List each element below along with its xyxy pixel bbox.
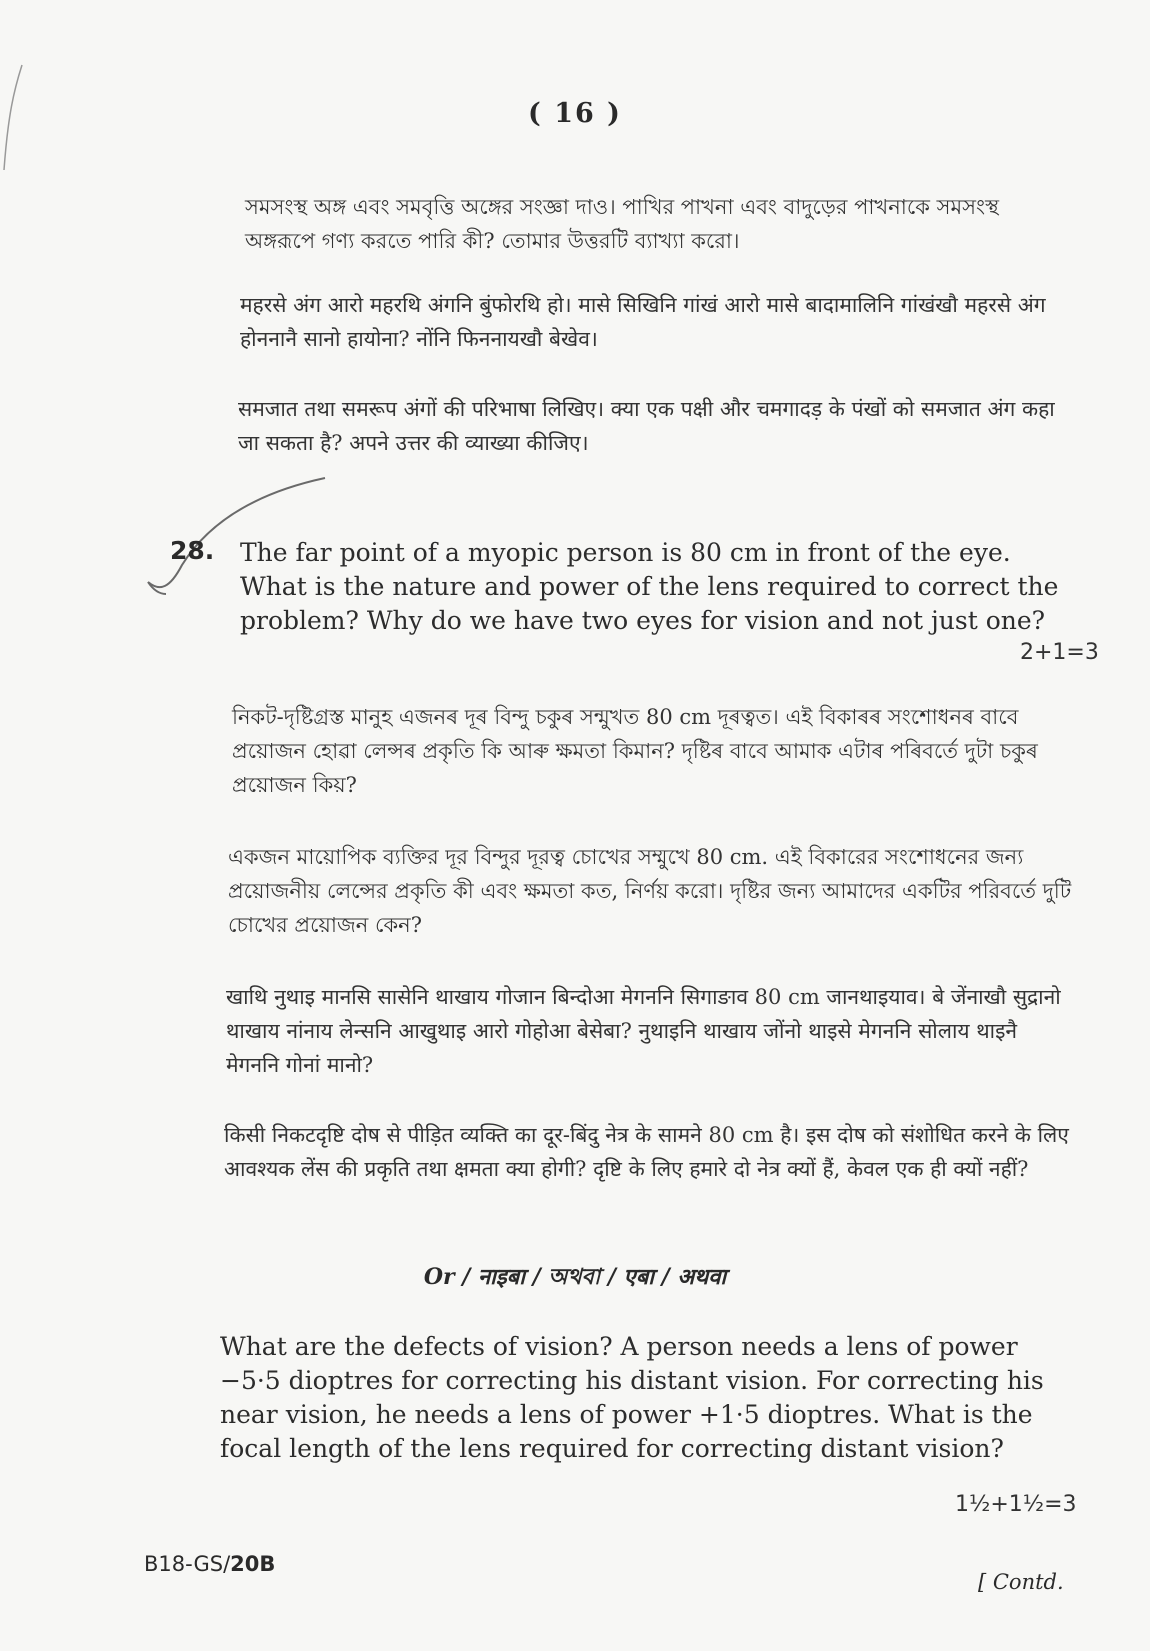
q27-bodo-text: महरसे अंग आरो महरथि अंगनि बुंफोरथि हो। मासे सिखिनि गांखं आरो मासे बादामालिनि गांखंखौ महरसे अंग होननानै सानो हायोना? नोंनि फिननायखौ बेखेव। [240,293,1046,351]
q28-bodo-text: खाथि नुथाइ मानसि सासेनि थाखाय गोजान बिन्दोआ मेगननि सिगाङाव 80 cm जानथाइयाव। बे जेंनाखौ सुद्रानो थाखाय नांनाय लेन्सनि आखुथाइ आरो गोहोआ बेसेबा? नुथाइनि थाखाय जोंनो थाइसे मेगननि सोलाय थाइनै मेगननि गोनां मानो? [226,985,1061,1077]
page-number: ( 16 ) [528,98,622,129]
q27-hindi-text: समजात तथा समरूप अंगों की परिभाषा लिखिए। क्या एक पक्षी और चमगादड़ के पंखों को समजात अंग कहा जा सकता है? अपने उत्तर की व्याख्या कीजिए। [238,397,1055,455]
paper-code [144,1552,275,1576]
q28-bengali-text: একজন মায়োপিক ব্যক্তির দূর বিন্দুর দূরত্ব চোখের সম্মুখে 80 cm. এই বিকারের সংশোধনের জন্য প্রয়োজনীয় লেন্সের প্রকৃতি কী এবং ক্ষমতা কত, নির্ণয় করো। দৃষ্টির জন্য আমাদের একটির পরিবর্তে দুটি চোখের প্রয়োজন কেন? [228,845,1072,937]
q28-english-text: The far point of a myopic person is 80 cm in front of the eye. What is the nature and power of the lens required to correct the problem? Why do we have two eyes for vision and not just one? [240,538,1059,635]
q27-assamese-bengali-text: সমসংস্থ অঙ্গ এবং সমবৃত্তি অঙ্গের সংজ্ঞা দাও। পাখির পাখনা এবং বাদুড়ের পাখনাকে সমসংস্থ অঙ্গরূপে গণ্য করতে পারি কী? তোমার উত্তরটি ব্যাখ্যা করো। [245,195,999,253]
q28-marks: 2+1=3 [1020,640,1099,665]
q28-assamese-text: নিকট-দৃষ্টিগ্ৰস্ত মানুহ এজনৰ দূৰ বিন্দু চকুৰ সন্মুখত 80 cm দূৰত্বত। এই বিকাৰৰ সংশোধনৰ বাবে প্ৰয়োজন হোৱা লেন্সৰ প্ৰকৃতি কি আৰু ক্ষমতা কিমান? দৃষ্টিৰ বাবে আমাক এটাৰ পৰিবৰ্তে দুটা চকুৰ প্ৰয়োজন কিয়? [232,705,1038,797]
question-number: 28. [170,536,215,565]
paper-code-prefix: B18-GS/ [144,1552,231,1576]
paper-code-number: 20B [230,1552,276,1576]
continued-marker: [ Contd. [978,1570,1064,1594]
or-separator: Or / नाइबा / অথবা / एबा / अथवा [423,1264,727,1290]
alt-question-english-text: What are the defects of vision? A person needs a lens of power −5·5 dioptres for correcting his distant vision. For correcting his near vision, he needs a lens of power +1·5 dioptres. What is the focal length of the lens required for correcting distant vision? [220,1332,1044,1463]
q28-hindi-text: किसी निकटदृष्टि दोष से पीड़ित व्यक्ति का दूर-बिंदु नेत्र के सामने 80 cm है। इस दोष को संशोधित करने के लिए आवश्यक लेंस की प्रकृति तथा क्षमता क्या होगी? दृष्टि के लिए हमारे दो नेत्र क्यों हैं, केवल एक ही क्यों नहीं? [224,1123,1069,1181]
alt-question-marks: 1½+1½=3 [955,1492,1077,1517]
